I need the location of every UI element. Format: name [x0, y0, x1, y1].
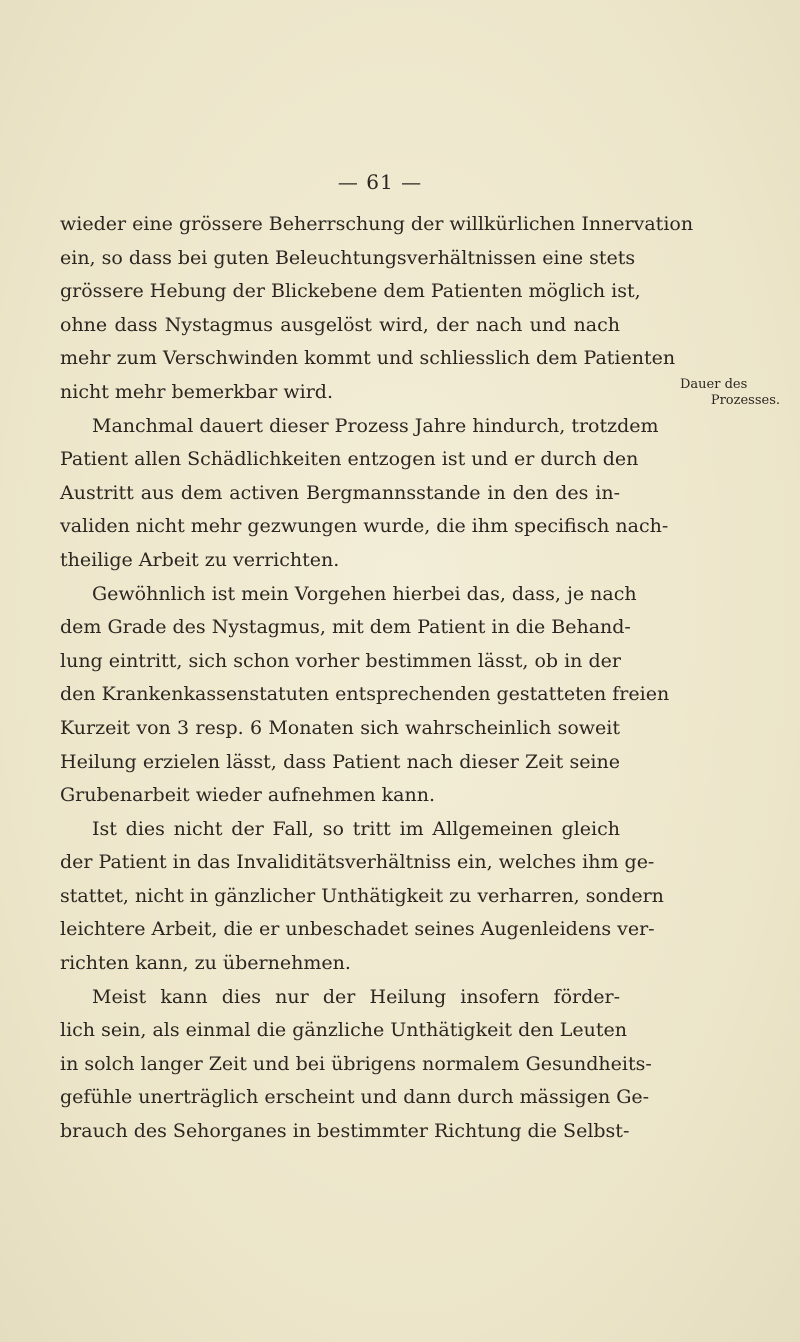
text-line: Grubenarbeit wieder aufnehmen kann.: [60, 784, 436, 807]
margin-note: [680, 377, 780, 409]
paragraph-1: [60, 208, 694, 410]
text-line: dem Grade des Nystagmus, mit dem Patient in die Behand-: [60, 616, 631, 639]
margin-note-line-2: Prozesses.: [710, 393, 780, 408]
text-line: Manchmal dauert dieser Prozess Jahre hindurch, trotzdem: [92, 414, 659, 437]
paragraph-2: [60, 410, 669, 578]
text-line: brauch des Sehorganes in bestimmter Richtung die Selbst-: [60, 1120, 630, 1143]
text-line: mehr zum Verschwinden kommt und schliesslich dem Patienten: [60, 347, 676, 370]
text-line: den Krankenkassenstatuten entsprechenden gestatteten freien: [60, 683, 670, 706]
text-line: nicht mehr bemerkbar wird.: [60, 380, 333, 403]
text-line: richten kann, zu übernehmen.: [60, 952, 351, 975]
body-text: [60, 208, 694, 1149]
text-line: theilige Arbeit zu verrichten.: [60, 548, 340, 571]
text-line: Ist dies nicht der Fall, so tritt im Allgemeinen gleich: [92, 817, 620, 840]
text-line: Patient allen Schädlichkeiten entzogen ist und er durch den: [60, 448, 639, 471]
text-line: Kurzeit von 3 resp. 6 Monaten sich wahrscheinlich soweit: [60, 716, 620, 739]
text-line: gefühle unerträglich erscheint und dann durch mässigen Ge-: [60, 1086, 650, 1109]
text-line: der Patient in das Invaliditätsverhältniss ein, welches ihm ge-: [60, 851, 655, 874]
text-line: ohne dass Nystagmus ausgelöst wird, der nach und nach: [60, 313, 620, 336]
text-line: ein, so dass bei guten Beleuchtungsverhältnissen eine stets: [60, 246, 636, 269]
page-number: — 61 —: [337, 170, 423, 194]
text-line: grössere Hebung der Blickebene dem Patienten möglich ist,: [60, 280, 641, 303]
text-line: Heilung erzielen lässt, dass Patient nach dieser Zeit seine: [60, 750, 620, 773]
paragraph-5: [60, 981, 652, 1149]
text-line: lung eintritt, sich schon vorher bestimmen lässt, ob in der: [60, 649, 621, 672]
text-line: leichtere Arbeit, die er unbeschadet seines Augenleidens ver-: [60, 918, 655, 941]
text-line: Meist kann dies nur der Heilung insofern förder-: [92, 985, 620, 1008]
text-line: lich sein, als einmal die gänzliche Unthätigkeit den Leuten: [60, 1019, 627, 1042]
paragraph-4: [60, 813, 664, 981]
text-line: Gewöhnlich ist mein Vorgehen hierbei das, dass, je nach: [92, 582, 637, 605]
paragraph-3: [60, 578, 670, 813]
margin-note-line-1: Dauer des: [680, 377, 748, 392]
text-line: stattet, nicht in gänzlicher Unthätigkeit zu verharren, sondern: [60, 884, 664, 907]
text-line: in solch langer Zeit und bei übrigens normalem Gesundheits-: [60, 1052, 652, 1075]
text-line: Austritt aus dem activen Bergmannsstande in den des in-: [60, 481, 620, 504]
text-line: validen nicht mehr gezwungen wurde, die ihm specifisch nach-: [60, 515, 669, 538]
text-line: wieder eine grössere Beherrschung der willkürlichen Innervation: [60, 213, 694, 235]
